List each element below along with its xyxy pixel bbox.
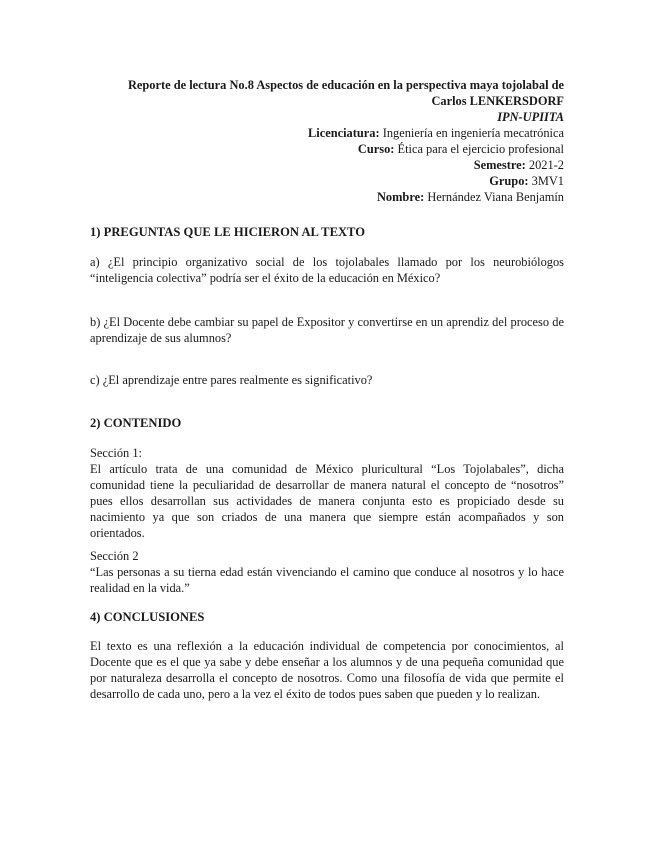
section1-label: Sección 1: — [90, 446, 142, 460]
field-label: Nombre: — [376, 190, 425, 204]
field-nombre — [84, 189, 564, 205]
field-label: Curso: — [357, 142, 395, 156]
section4-heading: 4) CONCLUSIONES — [90, 610, 205, 624]
section2-heading: 2) CONTENIDO — [90, 416, 182, 430]
field-semestre — [84, 157, 564, 173]
question-a: a) ¿El principio organizativo social de los tojolabales llamado por los neurobiólogos “inteligencia colectiva” podría ser el éxito de la educación en México? — [90, 255, 564, 285]
field-label: Grupo: — [489, 174, 529, 188]
field-value: 3MV1 — [531, 174, 564, 188]
section1-text: El artículo trata de una comunidad de México pluricultural “Los Tojolabales”, dicha comunidad tiene la peculiaridad de desarrollar de manera natural el concepto de “nosotros” pues ellos desarrollan sus actividades de manera conjunta esto es propiciado desde su nacimiento ya que son criados de una manera que siempre están acompañados y son orientados. — [90, 462, 564, 540]
question-b: b) ¿El Docente debe cambiar su papel de Expositor y convertirse en un aprendiz del proceso de aprendizaje de sus alumnos? — [90, 315, 564, 345]
report-title-line2: Carlos LENKERSDORF — [431, 94, 564, 108]
field-value: Hernández Viana Benjamín — [427, 190, 564, 204]
institution: IPN-UPIITA — [497, 110, 564, 124]
field-value: Ingeniería en ingeniería mecatrónica — [382, 126, 564, 140]
report-header — [84, 77, 564, 205]
field-label: Licenciatura: — [308, 126, 380, 140]
report-title-line1: Reporte de lectura No.8 Aspectos de educación en la perspectiva maya tojolabal de — [127, 78, 564, 92]
field-grupo — [84, 173, 564, 189]
question-c: c) ¿El aprendizaje entre pares realmente es significativo? — [90, 373, 373, 387]
field-value: Ética para el ejercicio profesional — [397, 142, 564, 156]
field-curso — [84, 141, 564, 157]
section2-quote: “Las personas a su tierna edad están vivenciando el camino que conduce al nosotros y lo hace realidad en la vida.” — [90, 565, 564, 595]
field-label: Semestre: — [473, 158, 526, 172]
field-licenciatura — [84, 125, 564, 141]
conclusions-text: El texto es una reflexión a la educación individual de competencia por conocimientos, al Docente que es el que ya sabe y debe enseñar a los alumnos y de una pequeña comunidad que por naturaleza desarrolla el concepto de nosotros. Como una filosofía de vida que permite el desarrollo de cada uno, pero a la vez el éxito de todos pues saben que pueden y lo realizan. — [90, 639, 564, 701]
section1-heading: 1) PREGUNTAS QUE LE HICIERON AL TEXTO — [90, 225, 366, 239]
field-value: 2021-2 — [528, 158, 564, 172]
section2-label: Sección 2 — [90, 549, 139, 563]
